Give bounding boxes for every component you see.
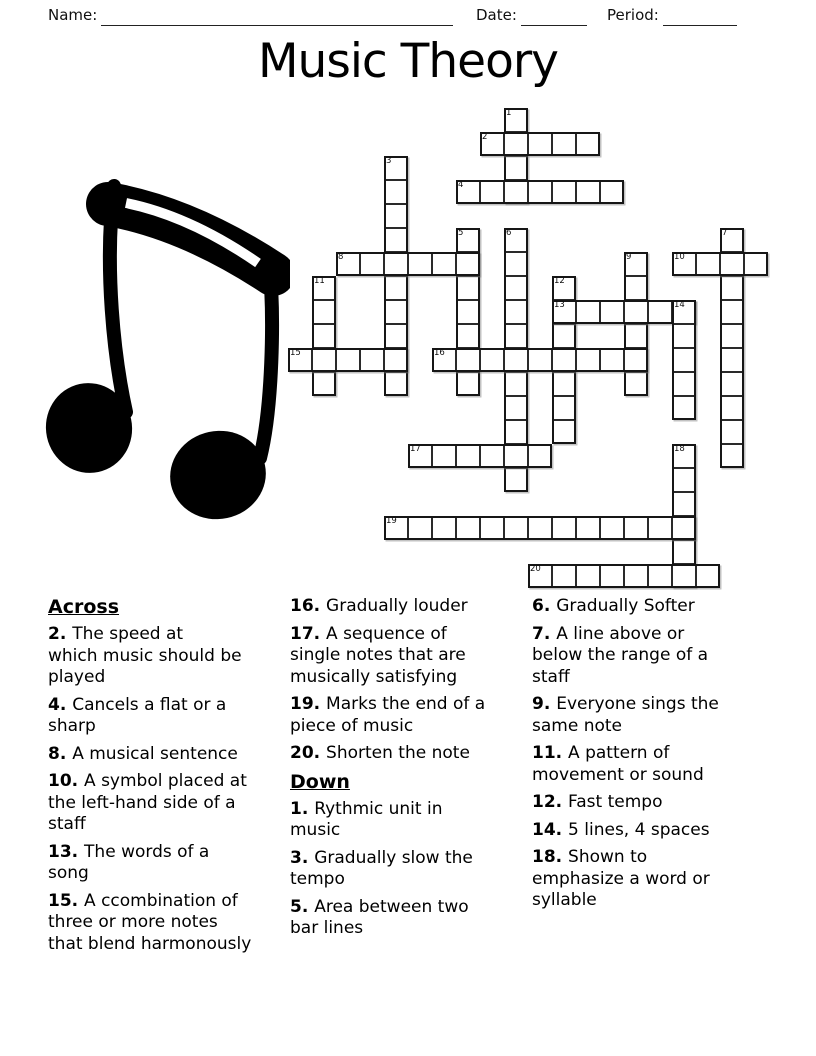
clue-18: 18. Shown to emphasize a word or syllable	[532, 847, 710, 910]
crossword-cell[interactable]	[504, 372, 528, 396]
crossword-cell[interactable]	[624, 276, 648, 300]
crossword-cell[interactable]	[672, 348, 696, 372]
crossword-cell[interactable]	[336, 348, 360, 372]
crossword-cell[interactable]	[504, 348, 528, 372]
period-label: Period:	[607, 6, 659, 24]
crossword-cell[interactable]	[672, 492, 696, 516]
crossword-cell[interactable]	[384, 348, 408, 372]
clue-number: 16.	[290, 596, 327, 616]
clue-9: 9. Everyone sings the same note	[532, 694, 719, 736]
crossword-cell[interactable]	[504, 300, 528, 324]
crossword-cell[interactable]	[552, 516, 576, 540]
crossword-cell[interactable]	[672, 468, 696, 492]
clue-number: 3.	[290, 847, 315, 868]
crossword-cell[interactable]	[648, 516, 672, 540]
cell-number-9: 9	[626, 252, 632, 262]
clue-3: 3. Gradually slow the tempo	[290, 847, 473, 889]
cell-number-18: 18	[674, 444, 685, 454]
cell-number-12: 12	[554, 276, 565, 286]
crossword-cell[interactable]	[624, 324, 648, 348]
crossword-cell[interactable]	[432, 252, 456, 276]
cell-number-2: 2	[482, 132, 488, 142]
crossword-cell[interactable]	[504, 444, 528, 468]
crossword-cell[interactable]	[456, 348, 480, 372]
crossword-cell[interactable]	[528, 132, 552, 156]
clue-number: 20.	[290, 743, 327, 763]
crossword-cell[interactable]	[408, 252, 432, 276]
crossword-cell[interactable]	[672, 396, 696, 420]
crossword-cell[interactable]	[480, 444, 504, 468]
clue-number: 10.	[48, 771, 85, 791]
clue-number: 19.	[290, 694, 327, 714]
clue-8: 8. A musical sentence	[48, 743, 238, 764]
crossword-cell[interactable]	[432, 516, 456, 540]
crossword-cell[interactable]	[528, 516, 552, 540]
crossword-cell[interactable]	[480, 180, 504, 204]
crossword-cell[interactable]	[456, 300, 480, 324]
crossword-cell[interactable]	[384, 180, 408, 204]
cell-number-10: 10	[674, 252, 685, 262]
clue-7: 7. A line above or below the range of a staff	[532, 623, 709, 687]
clue-13: 13. The words of a song	[48, 841, 210, 883]
clue-number: 13.	[48, 841, 85, 862]
crossword-cell[interactable]	[384, 252, 408, 276]
crossword-cell[interactable]	[672, 372, 696, 396]
crossword-cell[interactable]	[504, 396, 528, 420]
crossword-cell[interactable]	[672, 516, 696, 540]
clue-number: 7.	[532, 623, 557, 644]
crossword-cell[interactable]	[360, 348, 384, 372]
crossword-cell[interactable]	[720, 420, 744, 444]
crossword-cell[interactable]	[312, 324, 336, 348]
crossword-cell[interactable]	[552, 180, 576, 204]
clue-11: 11. A pattern of movement or sound	[532, 743, 704, 785]
clue-number: 15.	[48, 890, 85, 911]
crossword-cell[interactable]	[312, 372, 336, 396]
cell-number-17: 17	[410, 444, 421, 454]
crossword-cell[interactable]	[552, 372, 576, 396]
clue-number: 18.	[532, 847, 569, 867]
crossword-cell[interactable]	[456, 516, 480, 540]
crossword-cell[interactable]	[720, 300, 744, 324]
crossword-cell[interactable]	[696, 252, 720, 276]
clue-10: 10. A symbol placed at the left-hand side of a staff	[48, 771, 247, 834]
clue-number: 1.	[290, 798, 315, 819]
crossword-cell[interactable]	[720, 324, 744, 348]
crossword-cell[interactable]	[552, 564, 576, 588]
date-label: Date:	[476, 6, 517, 24]
date-field-group	[476, 4, 587, 26]
crossword-cell[interactable]	[312, 300, 336, 324]
crossword-cell[interactable]	[408, 516, 432, 540]
clue-number: 8.	[48, 743, 73, 764]
crossword-cell[interactable]	[456, 276, 480, 300]
crossword-cell[interactable]	[552, 420, 576, 444]
clue-number: 4.	[48, 694, 73, 715]
crossword-cell[interactable]	[528, 348, 552, 372]
crossword-cell[interactable]	[504, 420, 528, 444]
clue-15: 15. A ccombination of three or more notes that blend harmonously	[48, 890, 252, 954]
crossword-cell[interactable]	[576, 564, 600, 588]
crossword-cell[interactable]	[384, 276, 408, 300]
cell-number-4: 4	[458, 180, 464, 190]
name-label: Name:	[48, 6, 98, 24]
beamed-eighth-notes-icon	[38, 168, 290, 530]
clue-number: 17.	[290, 623, 327, 644]
clue-number: 12.	[532, 792, 569, 812]
crossword-cell[interactable]	[384, 204, 408, 228]
crossword-cell[interactable]	[384, 228, 408, 252]
crossword-cell[interactable]	[696, 564, 720, 588]
crossword-cell[interactable]	[504, 180, 528, 204]
crossword-cell[interactable]	[552, 132, 576, 156]
crossword-cell[interactable]	[600, 348, 624, 372]
crossword-cell[interactable]	[480, 348, 504, 372]
clue-number: 5.	[290, 896, 315, 917]
period-blank[interactable]	[663, 8, 737, 26]
clue-column-1	[48, 596, 288, 961]
crossword-cell[interactable]	[312, 348, 336, 372]
crossword-cell[interactable]	[624, 300, 648, 324]
crossword-cell[interactable]	[624, 516, 648, 540]
clue-16: 16. Gradually louder	[290, 596, 468, 616]
crossword-cell[interactable]	[576, 132, 600, 156]
cell-number-15: 15	[290, 348, 301, 358]
cell-number-13: 13	[554, 300, 565, 310]
date-blank[interactable]	[521, 8, 587, 26]
crossword-cell[interactable]	[672, 564, 696, 588]
crossword-cell[interactable]	[504, 252, 528, 276]
cell-number-6: 6	[506, 228, 512, 238]
crossword-cell[interactable]	[504, 324, 528, 348]
clue-5: 5. Area between two bar lines	[290, 896, 469, 938]
clue-19: 19. Marks the end of a piece of music	[290, 694, 486, 736]
crossword-cell[interactable]	[576, 300, 600, 324]
clue-4: 4. Cancels a flat or a sharp	[48, 694, 227, 736]
cell-number-5: 5	[458, 228, 464, 238]
crossword-cell[interactable]	[648, 564, 672, 588]
cell-number-11: 11	[314, 276, 325, 286]
clue-column-3	[532, 596, 772, 918]
clue-14: 14. 5 lines, 4 spaces	[532, 819, 710, 840]
crossword-cell[interactable]	[576, 180, 600, 204]
clue-1: 1. Rythmic unit in music	[290, 798, 443, 840]
crossword-cell[interactable]	[456, 252, 480, 276]
crossword-cell[interactable]	[504, 276, 528, 300]
cell-number-20: 20	[530, 564, 541, 574]
crossword-cell[interactable]	[432, 444, 456, 468]
crossword-cell[interactable]	[504, 516, 528, 540]
crossword-cell[interactable]	[504, 468, 528, 492]
crossword-cell[interactable]	[528, 180, 552, 204]
clue-6: 6. Gradually Softer	[532, 596, 695, 616]
crossword-cell[interactable]	[384, 324, 408, 348]
crossword-cell[interactable]	[552, 324, 576, 348]
crossword-cell[interactable]	[456, 444, 480, 468]
crossword-cell[interactable]	[648, 300, 672, 324]
period-field-group	[607, 4, 737, 26]
page-title: Music Theory	[258, 34, 558, 89]
crossword-cell[interactable]	[528, 444, 552, 468]
crossword-cell[interactable]	[600, 300, 624, 324]
cell-number-1: 1	[506, 108, 512, 118]
clue-section-header-down: Down	[290, 770, 350, 793]
clue-column-2	[290, 596, 530, 946]
crossword-cell[interactable]	[504, 132, 528, 156]
cell-number-7: 7	[722, 228, 728, 238]
name-blank[interactable]	[101, 8, 453, 26]
crossword-cell[interactable]	[720, 396, 744, 420]
crossword-cell[interactable]	[576, 516, 600, 540]
clue-12: 12. Fast tempo	[532, 792, 663, 812]
crossword-cell[interactable]	[552, 348, 576, 372]
crossword-cell[interactable]	[504, 156, 528, 180]
crossword-cell[interactable]	[624, 564, 648, 588]
clue-number: 2.	[48, 624, 73, 644]
crossword-cell[interactable]	[744, 252, 768, 276]
crossword-cell[interactable]	[672, 324, 696, 348]
crossword-cell[interactable]	[600, 180, 624, 204]
clue-number: 6.	[532, 596, 557, 616]
crossword-cell[interactable]	[360, 252, 384, 276]
crossword-cell[interactable]	[624, 348, 648, 372]
crossword-cell[interactable]	[720, 276, 744, 300]
cell-number-8: 8	[338, 252, 344, 262]
crossword-cell[interactable]	[600, 564, 624, 588]
cell-number-3: 3	[386, 156, 392, 166]
crossword-cell[interactable]	[600, 516, 624, 540]
crossword-cell[interactable]	[480, 516, 504, 540]
name-field-group	[48, 4, 453, 26]
crossword-cell[interactable]	[624, 372, 648, 396]
crossword-grid	[288, 108, 768, 588]
crossword-cell[interactable]	[720, 444, 744, 468]
crossword-cell[interactable]	[720, 348, 744, 372]
crossword-cell[interactable]	[672, 540, 696, 564]
crossword-cell[interactable]	[720, 372, 744, 396]
cell-number-16: 16	[434, 348, 445, 358]
crossword-cell[interactable]	[384, 300, 408, 324]
crossword-cell[interactable]	[552, 396, 576, 420]
crossword-cell[interactable]	[576, 348, 600, 372]
clue-2: 2. The speed at which music should be played	[48, 624, 242, 687]
clue-20: 20. Shorten the note	[290, 743, 470, 763]
crossword-cell[interactable]	[720, 252, 744, 276]
cell-number-14: 14	[674, 300, 685, 310]
clue-number: 9.	[532, 694, 557, 714]
crossword-cell[interactable]	[384, 372, 408, 396]
clue-number: 14.	[532, 819, 569, 840]
crossword-cell[interactable]	[456, 372, 480, 396]
clue-17: 17. A sequence of single notes that are musically satisfying	[290, 623, 466, 687]
clue-section-header-across: Across	[48, 596, 120, 618]
clue-number: 11.	[532, 743, 569, 763]
cell-number-19: 19	[386, 516, 397, 526]
crossword-cell[interactable]	[456, 324, 480, 348]
